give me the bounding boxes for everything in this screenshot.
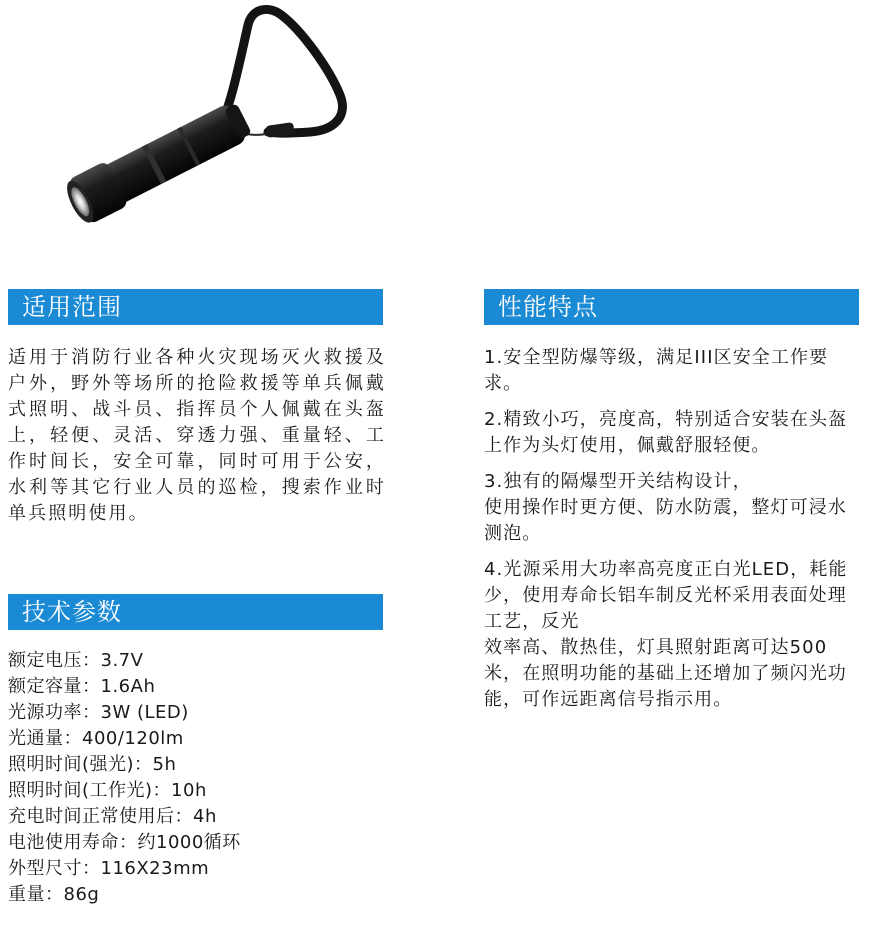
spec-row-time-work: 照明时间(工作光)：10h	[8, 780, 207, 801]
flashlight-image	[40, 0, 360, 230]
spec-row-capacity: 额定容量：1.6Ah	[8, 676, 156, 697]
features-section-title: 性能特点	[498, 293, 598, 321]
feature-item: 2.精致小巧，亮度高，特别适合安装在头盔上作为头灯使用，佩戴舒服轻便。	[484, 409, 848, 456]
spec-row-charge-time: 充电时间正常使用后：4h	[8, 806, 217, 827]
spec-row-time-strong: 照明时间(强光)：5h	[8, 754, 177, 775]
spec-row-voltage: 额定电压：3.7V	[8, 650, 144, 671]
scope-description: 适用于消防行业各种火灾现场灭火救援及户外，野外等场所的抢险救援等单兵佩戴式照明、战斗员、指挥员个人佩戴在头盔上，轻便、灵活、穿透力强、重量轻、工作时间长，安全可靠，同时可用于公安，水利等其它行业人员的巡检，搜索作业时单兵照明使用。	[8, 347, 386, 524]
scope-section-header	[8, 289, 383, 325]
scope-section-title: 适用范围	[22, 293, 122, 321]
specs-section-title: 技术参数	[22, 598, 122, 626]
features-list	[484, 345, 862, 723]
feature-item: 3.独有的隔爆型开关结构设计， 使用操作时更方便、防水防震，整灯可浸水测泡。	[484, 471, 847, 544]
spec-row-weight: 重量：86g	[8, 884, 100, 905]
specs-section-header	[8, 594, 383, 630]
specs-list	[8, 648, 388, 908]
spec-row-battery-life: 电池使用寿命：约1000循环	[8, 832, 241, 853]
feature-item: 4.光源采用大功率高亮度正白光LED，耗能少，使用寿命长铝车制反光杯采用表面处理工艺，反光 效率高、散热佳，灯具照射距离可达500米，在照明功能的基础上还增加了频闪光功能，可作远距离信号指示用。	[484, 559, 848, 710]
feature-item: 1.安全型防爆等级，满足III区安全工作要求。	[484, 347, 829, 394]
features-section-header	[484, 289, 859, 325]
spec-row-power: 光源功率：3W (LED)	[8, 702, 189, 723]
spec-row-luminous-flux: 光通量：400/120lm	[8, 728, 184, 749]
spec-row-dimensions: 外型尺寸：116X23mm	[8, 858, 210, 879]
flashlight-with-lanyard-icon	[40, 0, 360, 230]
